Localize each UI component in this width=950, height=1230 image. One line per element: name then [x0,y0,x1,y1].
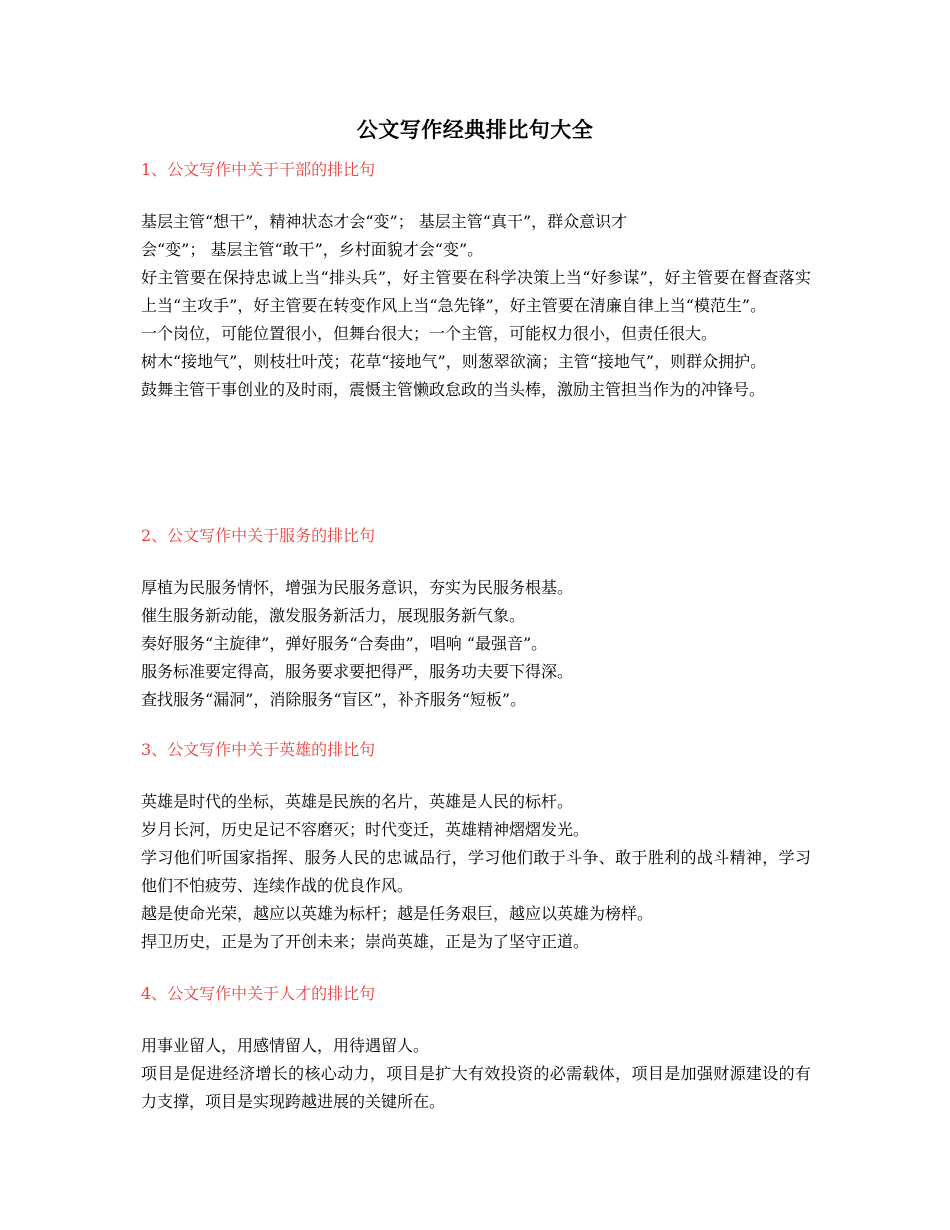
section-service [141,524,811,714]
section-cadres [141,158,811,404]
paragraph: 奏好服务“主旋律”，弹好服务“合奏曲”，唱响 “最强音”。 [141,634,548,653]
paragraph-line: 会“变”； 基层主管“敢干”，乡村面貌才会“变”。 [141,240,484,259]
paragraph: 学习他们听国家指挥、服务人民的忠诚品行，学习他们敢于斗争、敢于胜利的战斗精神，学习他们不怕疲劳、连续作战的优良作风。 [141,848,811,895]
paragraph: 厚植为民服务情怀，增强为民服务意识，夯实为民服务根基。 [141,578,574,597]
paragraph [141,208,811,264]
paragraph: 越是使命光荣，越应以英雄为标杆；越是任务艰巨，越应以英雄为榜样。 [141,904,654,923]
section-heading: 3、公文写作中关于英雄的排比句 [141,740,376,759]
section-heroes [141,738,811,956]
paragraph: 催生服务新动能，激发服务新活力，展现服务新气象。 [141,606,526,625]
section-talent [141,982,811,1116]
paragraph: 鼓舞主管干事创业的及时雨，震慑主管懒政怠政的当头棒，激励主管担当作为的冲锋号。 [141,380,766,399]
document-title: 公文写作经典排比句大全 [356,117,594,142]
paragraph: 树木“接地气”，则枝壮叶茂；花草“接地气”，则葱翠欲滴；主管“接地气”，则群众拥护。 [141,352,767,371]
paragraph: 服务标准要定得高，服务要求要把得严，服务功夫要下得深。 [141,662,574,681]
paragraph: 英雄是时代的坐标，英雄是民族的名片，英雄是人民的标杆。 [141,792,574,811]
paragraph: 捍卫历史，正是为了开创未来；崇尚英雄，正是为了坚守正道。 [141,932,590,951]
paragraph: 一个岗位，可能位置很小，但舞台很大；一个主管，可能权力很小，但责任很大。 [141,324,718,343]
paragraph: 用事业留人，用感情留人，用待遇留人。 [141,1036,430,1055]
paragraph-line: 基层主管“想干”，精神状态才会“变”； 基层主管“真干”，群众意识才 [141,212,628,231]
paragraph: 岁月长河，历史足记不容磨灭；时代变迁，英雄精神熠熠发光。 [141,820,590,839]
section-heading: 2、公文写作中关于服务的排比句 [141,526,376,545]
section-heading: 4、公文写作中关于人才的排比句 [141,984,376,1003]
paragraph: 好主管要在保持忠诚上当“排头兵”，好主管要在科学决策上当“好参谋”，好主管要在督查落实上当“主攻手”，好主管要在转变作风上当“急先锋”，好主管要在清廉自律上当“模范生”。 [141,268,811,315]
paragraph: 项目是促进经济增长的核心动力，项目是扩大有效投资的必需载体，项目是加强财源建设的有力支撑，项目是实现跨越进展的关键所在。 [141,1064,811,1111]
section-heading: 1、公文写作中关于干部的排比句 [141,160,376,179]
paragraph: 查找服务“漏洞”，消除服务“盲区”，补齐服务“短板”。 [141,690,527,709]
